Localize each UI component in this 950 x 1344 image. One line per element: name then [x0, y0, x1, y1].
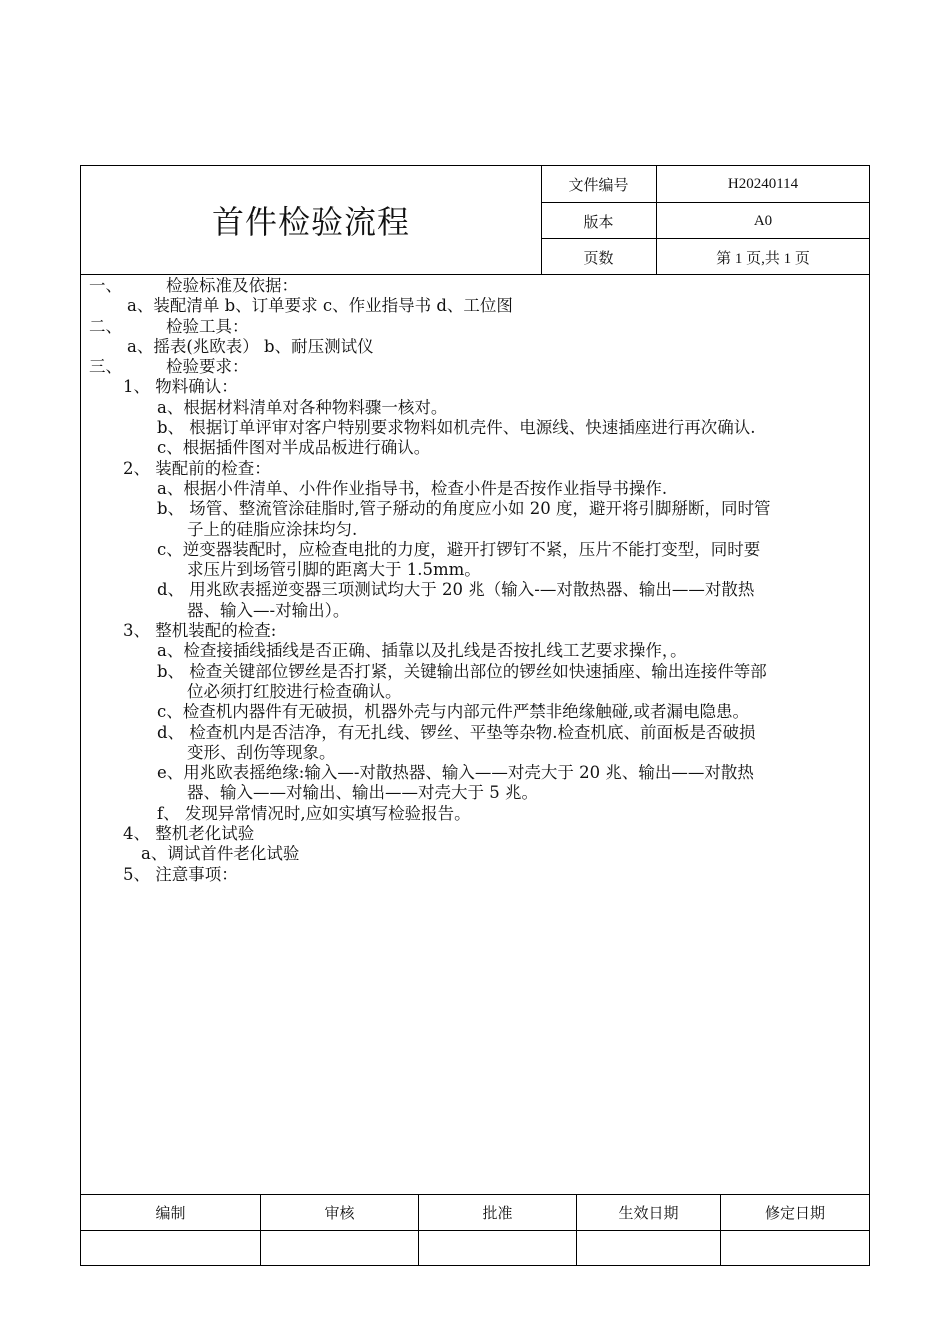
doc-no-label: 文件编号	[541, 166, 657, 202]
document-frame	[80, 165, 870, 1266]
point-5-title: 5、 注意事项：	[123, 864, 238, 884]
section-number: 二、	[89, 316, 122, 336]
section-2-items: a、摇表(兆欧表） b、耐压测试仪	[127, 336, 374, 356]
version-label: 版本	[541, 203, 657, 239]
point-2-d-line2: 器、输入—-对输出）。	[187, 600, 350, 620]
signoff-compiled	[81, 1195, 261, 1266]
point-1-title: 1、 物料确认：	[123, 377, 238, 397]
signoff-reviewed	[261, 1195, 419, 1266]
section-1-heading	[89, 276, 864, 296]
point-3-e-line2: 器、输入——对输出、输出——对壳大于 5 兆。	[187, 783, 538, 803]
point-3-c: c、检查机内器件有无破损，机器外壳与内部元件严禁非绝缘触碰,或者漏电隐患。	[157, 702, 749, 722]
point-2-c-line1: c、逆变器装配时，应检查电批的力度，避开打锣钉不紧，压片不能打变型，同时要	[157, 539, 761, 559]
signoff-revised-date	[721, 1195, 869, 1266]
section-title: 检验工具：	[166, 316, 249, 336]
point-3-d-line2: 变形、刮伤等现象。	[187, 742, 336, 762]
meta-doc-no	[541, 166, 869, 202]
point-2-b-line2: 子上的硅脂应涂抹均匀.	[187, 519, 358, 539]
signoff-approved	[419, 1195, 577, 1266]
point-2-title: 2、 装配前的检查：	[123, 458, 271, 478]
document-header	[81, 166, 869, 275]
section-number: 三、	[89, 357, 122, 377]
section-3-heading	[89, 357, 864, 377]
point-3-b-line1: b、 检查关键部位锣丝是否打紧，关键输出部位的锣丝如快速插座、输出连接件等部	[157, 661, 767, 681]
meta-pages	[541, 238, 869, 275]
section-1-items: a、装配清单 b、订单要求 c、作业指导书 d、工位图	[127, 296, 513, 316]
revised-date-label: 修定日期	[721, 1195, 869, 1231]
section-title: 检验要求：	[166, 357, 249, 377]
point-2-c-line2: 求压片到场管引脚的距离大于 1.5mm。	[187, 560, 481, 580]
approved-label: 批准	[419, 1195, 576, 1231]
compiled-label: 编制	[81, 1195, 260, 1231]
point-3-f: f、 发现异常情况时,应如实填写检验报告。	[157, 803, 471, 823]
document-title: 首件检验流程	[81, 166, 542, 274]
point-3-a: a、检查接插线插线是否正确、插靠以及扎线是否按扎线工艺要求操作，。	[157, 641, 687, 661]
section-2-heading	[89, 317, 864, 337]
point-3-title: 3、 整机装配的检查:	[123, 621, 277, 641]
point-2-d-line1: d、 用兆欧表摇逆变器三项测试均大于 20 兆（输入-—对散热器、输出——对散热	[157, 580, 755, 600]
point-2-a: a、根据小件清单、小件作业指导书，检查小件是否按作业指导书操作.	[157, 478, 668, 498]
point-3-e-line1: e、用兆欧表摇绝缘:输入—-对散热器、输入——对壳大于 20 兆、输出——对散热	[157, 763, 754, 783]
point-3-d-line1: d、 检查机内是否洁净，有无扎线、锣丝、平垫等杂物.检查机底、前面板是否破损	[157, 722, 756, 742]
reviewed-label: 审核	[261, 1195, 418, 1231]
section-title: 检验标准及依据：	[166, 276, 298, 295]
point-1-c: c、根据插件图对半成品板进行确认。	[157, 438, 431, 458]
point-1-a: a、根据材料清单对各种物料骤一核对。	[157, 397, 448, 417]
version-value: A0	[753, 212, 773, 229]
section-number: 一、	[89, 276, 122, 295]
point-4-title: 4、 整机老化试验	[123, 824, 255, 844]
point-2-b-line1: b、 场管、整流管涂硅脂时,管子掰动的角度应小如 20 度，避开将引脚掰断，同时管	[157, 499, 771, 519]
pages-label: 页数	[541, 239, 657, 275]
effective-date-label: 生效日期	[577, 1195, 720, 1231]
meta-version	[541, 202, 869, 239]
signoff-effective-date	[577, 1195, 721, 1266]
point-1-b: b、 根据订单评审对客户特别要求物料如机壳件、电源线、快速插座进行再次确认.	[157, 418, 756, 438]
point-4-a: a、调试首件老化试验	[141, 844, 300, 864]
signoff-table	[81, 1194, 869, 1266]
point-3-b-line2: 位必须打红胶进行检查确认。	[187, 681, 402, 701]
doc-no-value: H20240114	[727, 175, 799, 192]
document-body	[89, 276, 864, 885]
pages-value: 第 1 页,共 1 页	[716, 250, 810, 267]
